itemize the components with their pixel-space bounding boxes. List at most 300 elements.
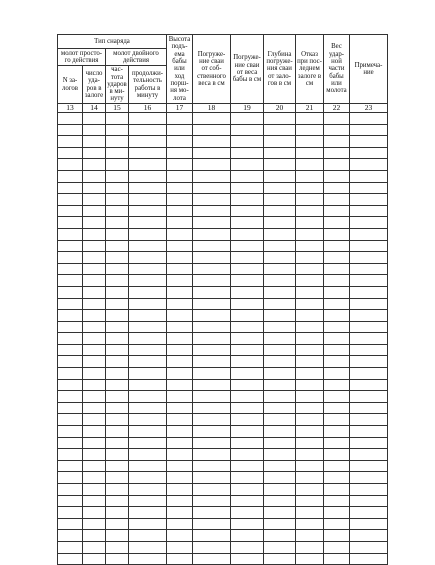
table-cell[interactable] <box>350 263 388 275</box>
table-cell[interactable] <box>58 286 83 298</box>
table-cell[interactable] <box>296 414 324 426</box>
table-cell[interactable] <box>83 275 106 287</box>
table-cell[interactable] <box>231 344 264 356</box>
table-cell[interactable] <box>324 286 350 298</box>
table-cell[interactable] <box>58 159 83 171</box>
table-cell[interactable] <box>83 124 106 136</box>
table-cell[interactable] <box>167 275 193 287</box>
table-cell[interactable] <box>167 159 193 171</box>
table-cell[interactable] <box>231 356 264 368</box>
table-cell[interactable] <box>106 286 129 298</box>
table-cell[interactable] <box>296 541 324 553</box>
table-cell[interactable] <box>231 472 264 484</box>
table-cell[interactable] <box>350 518 388 530</box>
table-cell[interactable] <box>193 113 231 125</box>
table-cell[interactable] <box>167 252 193 264</box>
table-cell[interactable] <box>129 159 167 171</box>
table-cell[interactable] <box>58 321 83 333</box>
table-cell[interactable] <box>106 368 129 380</box>
table-cell[interactable] <box>129 286 167 298</box>
table-cell[interactable] <box>167 136 193 148</box>
table-cell[interactable] <box>350 286 388 298</box>
table-cell[interactable] <box>83 194 106 206</box>
table-cell[interactable] <box>324 182 350 194</box>
table-cell[interactable] <box>167 495 193 507</box>
table-cell[interactable] <box>129 310 167 322</box>
table-cell[interactable] <box>296 321 324 333</box>
table-cell[interactable] <box>129 252 167 264</box>
table-cell[interactable] <box>83 147 106 159</box>
table-cell[interactable] <box>350 333 388 345</box>
table-cell[interactable] <box>83 472 106 484</box>
table-cell[interactable] <box>350 147 388 159</box>
table-cell[interactable] <box>106 310 129 322</box>
table-cell[interactable] <box>129 344 167 356</box>
table-cell[interactable] <box>264 460 296 472</box>
table-cell[interactable] <box>324 414 350 426</box>
table-cell[interactable] <box>106 182 129 194</box>
table-cell[interactable] <box>193 217 231 229</box>
table-cell[interactable] <box>324 310 350 322</box>
table-cell[interactable] <box>83 217 106 229</box>
table-cell[interactable] <box>324 484 350 496</box>
table-cell[interactable] <box>264 113 296 125</box>
table-cell[interactable] <box>231 391 264 403</box>
table-cell[interactable] <box>58 437 83 449</box>
table-cell[interactable] <box>106 136 129 148</box>
table-cell[interactable] <box>264 437 296 449</box>
table-cell[interactable] <box>193 286 231 298</box>
table-cell[interactable] <box>350 507 388 519</box>
table-cell[interactable] <box>58 124 83 136</box>
table-cell[interactable] <box>264 321 296 333</box>
table-cell[interactable] <box>193 136 231 148</box>
table-cell[interactable] <box>324 541 350 553</box>
table-cell[interactable] <box>129 113 167 125</box>
table-cell[interactable] <box>193 205 231 217</box>
table-cell[interactable] <box>324 228 350 240</box>
table-cell[interactable] <box>296 263 324 275</box>
table-cell[interactable] <box>296 228 324 240</box>
table-cell[interactable] <box>193 368 231 380</box>
table-cell[interactable] <box>231 426 264 438</box>
table-cell[interactable] <box>58 217 83 229</box>
table-cell[interactable] <box>193 252 231 264</box>
table-cell[interactable] <box>83 228 106 240</box>
table-cell[interactable] <box>193 541 231 553</box>
table-cell[interactable] <box>106 298 129 310</box>
table-cell[interactable] <box>296 472 324 484</box>
table-cell[interactable] <box>167 182 193 194</box>
table-cell[interactable] <box>106 530 129 542</box>
table-cell[interactable] <box>296 379 324 391</box>
table-cell[interactable] <box>231 437 264 449</box>
table-cell[interactable] <box>296 159 324 171</box>
table-cell[interactable] <box>167 170 193 182</box>
table-cell[interactable] <box>350 298 388 310</box>
table-cell[interactable] <box>324 263 350 275</box>
table-cell[interactable] <box>58 553 83 565</box>
table-cell[interactable] <box>167 402 193 414</box>
table-cell[interactable] <box>167 321 193 333</box>
table-cell[interactable] <box>264 426 296 438</box>
table-cell[interactable] <box>350 275 388 287</box>
table-cell[interactable] <box>350 449 388 461</box>
table-cell[interactable] <box>264 159 296 171</box>
table-cell[interactable] <box>83 437 106 449</box>
table-cell[interactable] <box>296 333 324 345</box>
table-cell[interactable] <box>350 136 388 148</box>
table-cell[interactable] <box>231 518 264 530</box>
table-cell[interactable] <box>106 391 129 403</box>
table-cell[interactable] <box>324 507 350 519</box>
table-cell[interactable] <box>193 530 231 542</box>
table-cell[interactable] <box>83 113 106 125</box>
table-cell[interactable] <box>167 426 193 438</box>
table-cell[interactable] <box>106 333 129 345</box>
table-cell[interactable] <box>231 275 264 287</box>
table-cell[interactable] <box>129 414 167 426</box>
table-cell[interactable] <box>106 194 129 206</box>
table-cell[interactable] <box>324 136 350 148</box>
table-cell[interactable] <box>296 460 324 472</box>
table-cell[interactable] <box>193 170 231 182</box>
table-cell[interactable] <box>231 113 264 125</box>
table-cell[interactable] <box>350 553 388 565</box>
table-cell[interactable] <box>58 333 83 345</box>
table-cell[interactable] <box>58 484 83 496</box>
table-cell[interactable] <box>129 263 167 275</box>
table-cell[interactable] <box>193 159 231 171</box>
table-cell[interactable] <box>129 217 167 229</box>
table-cell[interactable] <box>83 460 106 472</box>
table-cell[interactable] <box>264 252 296 264</box>
table-cell[interactable] <box>264 518 296 530</box>
table-cell[interactable] <box>324 194 350 206</box>
table-cell[interactable] <box>350 113 388 125</box>
table-cell[interactable] <box>58 518 83 530</box>
table-cell[interactable] <box>324 495 350 507</box>
table-cell[interactable] <box>324 368 350 380</box>
table-cell[interactable] <box>231 507 264 519</box>
table-cell[interactable] <box>231 321 264 333</box>
table-cell[interactable] <box>264 472 296 484</box>
table-cell[interactable] <box>264 298 296 310</box>
table-cell[interactable] <box>296 170 324 182</box>
table-cell[interactable] <box>193 495 231 507</box>
table-cell[interactable] <box>129 518 167 530</box>
table-cell[interactable] <box>324 240 350 252</box>
table-cell[interactable] <box>324 402 350 414</box>
table-cell[interactable] <box>296 507 324 519</box>
table-cell[interactable] <box>58 310 83 322</box>
table-cell[interactable] <box>58 228 83 240</box>
table-cell[interactable] <box>167 333 193 345</box>
table-cell[interactable] <box>83 541 106 553</box>
table-cell[interactable] <box>106 553 129 565</box>
table-cell[interactable] <box>350 530 388 542</box>
table-cell[interactable] <box>231 553 264 565</box>
table-cell[interactable] <box>167 205 193 217</box>
table-cell[interactable] <box>58 136 83 148</box>
table-cell[interactable] <box>106 518 129 530</box>
table-cell[interactable] <box>83 449 106 461</box>
table-cell[interactable] <box>106 113 129 125</box>
table-cell[interactable] <box>167 553 193 565</box>
table-cell[interactable] <box>83 426 106 438</box>
table-cell[interactable] <box>193 437 231 449</box>
table-cell[interactable] <box>231 240 264 252</box>
table-cell[interactable] <box>83 402 106 414</box>
table-cell[interactable] <box>231 124 264 136</box>
table-cell[interactable] <box>106 147 129 159</box>
table-cell[interactable] <box>106 379 129 391</box>
table-cell[interactable] <box>324 530 350 542</box>
table-cell[interactable] <box>231 333 264 345</box>
table-cell[interactable] <box>58 344 83 356</box>
table-cell[interactable] <box>231 147 264 159</box>
table-cell[interactable] <box>167 113 193 125</box>
table-cell[interactable] <box>231 530 264 542</box>
table-cell[interactable] <box>296 182 324 194</box>
table-cell[interactable] <box>324 333 350 345</box>
table-cell[interactable] <box>264 495 296 507</box>
table-cell[interactable] <box>167 541 193 553</box>
table-cell[interactable] <box>264 333 296 345</box>
table-cell[interactable] <box>58 205 83 217</box>
table-cell[interactable] <box>193 124 231 136</box>
table-cell[interactable] <box>129 182 167 194</box>
table-cell[interactable] <box>324 344 350 356</box>
table-cell[interactable] <box>58 495 83 507</box>
table-cell[interactable] <box>296 553 324 565</box>
table-cell[interactable] <box>129 507 167 519</box>
table-cell[interactable] <box>231 495 264 507</box>
table-cell[interactable] <box>231 402 264 414</box>
table-cell[interactable] <box>193 379 231 391</box>
table-cell[interactable] <box>83 170 106 182</box>
table-cell[interactable] <box>129 530 167 542</box>
table-cell[interactable] <box>83 136 106 148</box>
table-cell[interactable] <box>350 217 388 229</box>
table-cell[interactable] <box>58 263 83 275</box>
table-cell[interactable] <box>106 240 129 252</box>
table-cell[interactable] <box>350 159 388 171</box>
table-cell[interactable] <box>296 275 324 287</box>
table-cell[interactable] <box>231 228 264 240</box>
table-cell[interactable] <box>350 541 388 553</box>
table-cell[interactable] <box>106 495 129 507</box>
table-cell[interactable] <box>231 205 264 217</box>
table-cell[interactable] <box>296 194 324 206</box>
table-cell[interactable] <box>106 484 129 496</box>
table-cell[interactable] <box>167 472 193 484</box>
table-cell[interactable] <box>193 460 231 472</box>
table-cell[interactable] <box>58 414 83 426</box>
table-cell[interactable] <box>58 530 83 542</box>
table-cell[interactable] <box>167 437 193 449</box>
table-cell[interactable] <box>106 344 129 356</box>
table-cell[interactable] <box>129 136 167 148</box>
table-cell[interactable] <box>83 356 106 368</box>
table-cell[interactable] <box>324 205 350 217</box>
table-cell[interactable] <box>129 484 167 496</box>
table-cell[interactable] <box>350 379 388 391</box>
table-cell[interactable] <box>129 368 167 380</box>
table-cell[interactable] <box>83 310 106 322</box>
table-cell[interactable] <box>231 368 264 380</box>
table-cell[interactable] <box>193 507 231 519</box>
table-cell[interactable] <box>167 530 193 542</box>
table-cell[interactable] <box>350 344 388 356</box>
table-cell[interactable] <box>58 460 83 472</box>
table-cell[interactable] <box>167 518 193 530</box>
table-cell[interactable] <box>106 414 129 426</box>
table-cell[interactable] <box>324 379 350 391</box>
table-cell[interactable] <box>350 391 388 403</box>
table-cell[interactable] <box>83 495 106 507</box>
table-cell[interactable] <box>193 518 231 530</box>
table-cell[interactable] <box>58 449 83 461</box>
table-cell[interactable] <box>58 275 83 287</box>
table-cell[interactable] <box>167 286 193 298</box>
table-cell[interactable] <box>83 263 106 275</box>
table-cell[interactable] <box>296 136 324 148</box>
table-cell[interactable] <box>167 484 193 496</box>
table-cell[interactable] <box>83 321 106 333</box>
table-cell[interactable] <box>129 147 167 159</box>
table-cell[interactable] <box>106 275 129 287</box>
table-cell[interactable] <box>296 240 324 252</box>
table-cell[interactable] <box>350 426 388 438</box>
table-cell[interactable] <box>264 263 296 275</box>
table-cell[interactable] <box>264 147 296 159</box>
table-cell[interactable] <box>58 252 83 264</box>
table-cell[interactable] <box>167 310 193 322</box>
table-cell[interactable] <box>106 321 129 333</box>
table-cell[interactable] <box>106 159 129 171</box>
table-cell[interactable] <box>167 368 193 380</box>
table-cell[interactable] <box>324 321 350 333</box>
table-cell[interactable] <box>231 136 264 148</box>
table-cell[interactable] <box>324 113 350 125</box>
table-cell[interactable] <box>167 124 193 136</box>
table-cell[interactable] <box>264 356 296 368</box>
table-cell[interactable] <box>193 472 231 484</box>
table-cell[interactable] <box>324 147 350 159</box>
table-cell[interactable] <box>83 240 106 252</box>
table-cell[interactable] <box>129 240 167 252</box>
table-cell[interactable] <box>231 170 264 182</box>
table-cell[interactable] <box>193 228 231 240</box>
table-cell[interactable] <box>350 240 388 252</box>
table-cell[interactable] <box>231 217 264 229</box>
table-cell[interactable] <box>264 310 296 322</box>
table-cell[interactable] <box>264 217 296 229</box>
table-cell[interactable] <box>296 437 324 449</box>
table-cell[interactable] <box>167 217 193 229</box>
table-cell[interactable] <box>193 449 231 461</box>
table-cell[interactable] <box>129 437 167 449</box>
table-cell[interactable] <box>296 344 324 356</box>
table-cell[interactable] <box>58 541 83 553</box>
table-cell[interactable] <box>296 205 324 217</box>
table-cell[interactable] <box>324 252 350 264</box>
table-cell[interactable] <box>58 426 83 438</box>
table-cell[interactable] <box>296 298 324 310</box>
table-cell[interactable] <box>167 449 193 461</box>
table-cell[interactable] <box>83 252 106 264</box>
table-cell[interactable] <box>264 344 296 356</box>
table-cell[interactable] <box>264 553 296 565</box>
table-cell[interactable] <box>129 553 167 565</box>
table-cell[interactable] <box>350 194 388 206</box>
table-cell[interactable] <box>106 402 129 414</box>
table-cell[interactable] <box>83 205 106 217</box>
table-cell[interactable] <box>58 113 83 125</box>
table-cell[interactable] <box>129 124 167 136</box>
table-cell[interactable] <box>324 170 350 182</box>
table-cell[interactable] <box>264 541 296 553</box>
table-cell[interactable] <box>129 391 167 403</box>
table-cell[interactable] <box>193 553 231 565</box>
table-cell[interactable] <box>324 437 350 449</box>
table-cell[interactable] <box>193 194 231 206</box>
table-cell[interactable] <box>167 460 193 472</box>
table-cell[interactable] <box>106 507 129 519</box>
table-cell[interactable] <box>58 182 83 194</box>
table-cell[interactable] <box>264 136 296 148</box>
table-cell[interactable] <box>58 170 83 182</box>
table-cell[interactable] <box>129 170 167 182</box>
table-cell[interactable] <box>264 286 296 298</box>
table-cell[interactable] <box>324 472 350 484</box>
table-cell[interactable] <box>324 298 350 310</box>
table-cell[interactable] <box>231 263 264 275</box>
table-cell[interactable] <box>231 182 264 194</box>
table-cell[interactable] <box>193 263 231 275</box>
table-cell[interactable] <box>231 541 264 553</box>
table-cell[interactable] <box>350 356 388 368</box>
table-cell[interactable] <box>58 298 83 310</box>
table-cell[interactable] <box>83 518 106 530</box>
table-cell[interactable] <box>106 124 129 136</box>
table-cell[interactable] <box>296 426 324 438</box>
table-cell[interactable] <box>264 240 296 252</box>
table-cell[interactable] <box>106 356 129 368</box>
table-cell[interactable] <box>83 507 106 519</box>
table-cell[interactable] <box>193 147 231 159</box>
table-cell[interactable] <box>58 240 83 252</box>
table-cell[interactable] <box>264 449 296 461</box>
table-cell[interactable] <box>296 356 324 368</box>
table-cell[interactable] <box>167 507 193 519</box>
table-cell[interactable] <box>58 379 83 391</box>
table-cell[interactable] <box>193 182 231 194</box>
table-cell[interactable] <box>296 518 324 530</box>
table-cell[interactable] <box>129 402 167 414</box>
table-cell[interactable] <box>324 518 350 530</box>
table-cell[interactable] <box>129 205 167 217</box>
table-cell[interactable] <box>296 286 324 298</box>
table-cell[interactable] <box>193 321 231 333</box>
table-cell[interactable] <box>231 298 264 310</box>
table-cell[interactable] <box>193 391 231 403</box>
table-cell[interactable] <box>264 205 296 217</box>
table-cell[interactable] <box>167 356 193 368</box>
table-cell[interactable] <box>58 472 83 484</box>
table-cell[interactable] <box>106 217 129 229</box>
